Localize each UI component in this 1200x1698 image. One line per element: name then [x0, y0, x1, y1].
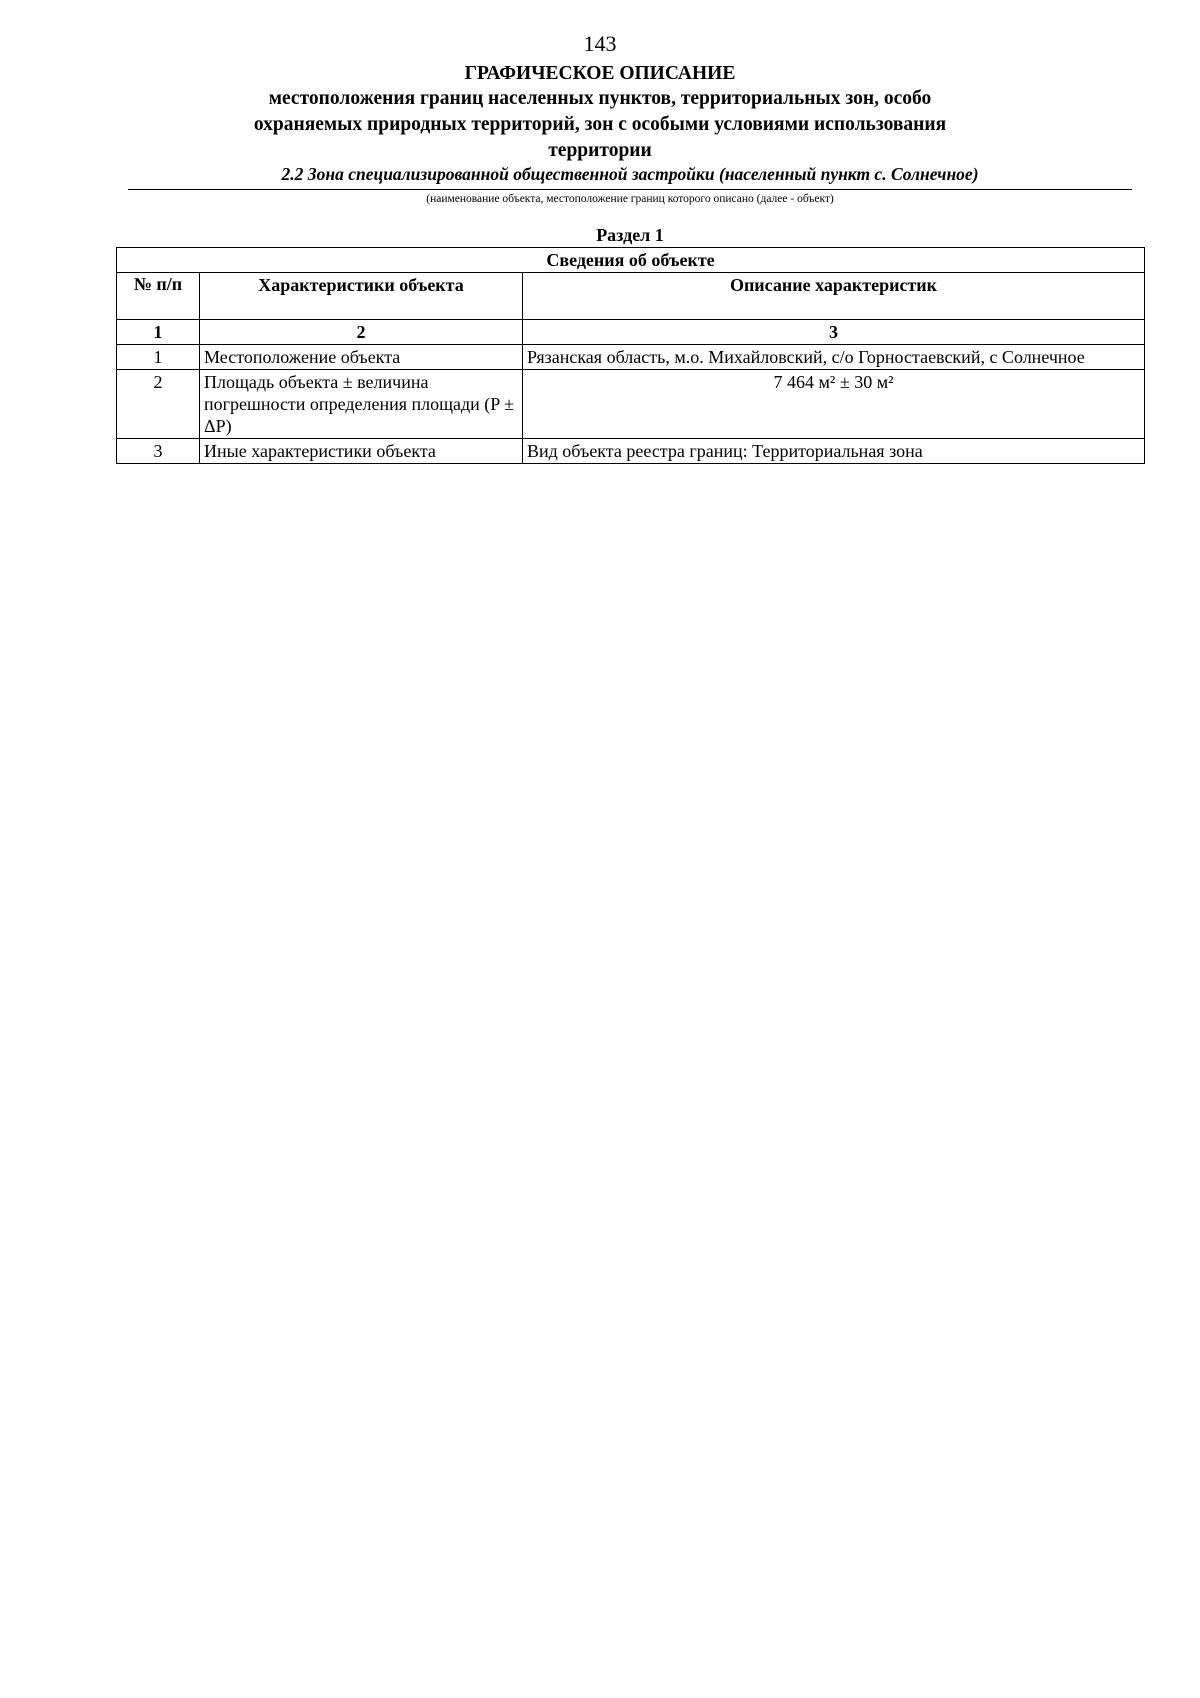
- object-name-underline: [128, 189, 1132, 190]
- object-name: 2.2 Зона специализированной общественной застройки (населенный пункт с. Солнечное): [281, 164, 979, 184]
- row-description: 7 464 м² ± 30 м²: [523, 370, 1145, 439]
- row-characteristic: Площадь объекта ± величина погрешности определения площади (P ± ΔP): [200, 370, 523, 439]
- row-characteristic: Местоположение объекта: [200, 345, 523, 370]
- header-description: Описание характеристик: [523, 273, 1145, 320]
- table-row: [117, 345, 1145, 370]
- object-info-table: [116, 247, 1145, 464]
- document-subtitle: местоположения границ населенных пунктов, территориальных зон, особо охраняемых природных территорий, зон с особыми условиями использования территории: [253, 88, 947, 161]
- row-number: 1: [117, 345, 200, 370]
- row-description: Рязанская область, м.о. Михайловский, с/о Горностаевский, с Солнечное: [523, 345, 1145, 370]
- header-number: № п/п: [117, 273, 200, 320]
- table-caption: Сведения об объекте: [117, 248, 1145, 273]
- column-number: 1: [117, 320, 200, 345]
- header-characteristic: Характеристики объекта: [200, 273, 523, 320]
- column-number: 2: [200, 320, 523, 345]
- table-row: [117, 439, 1145, 464]
- page-number: 143: [583, 31, 617, 56]
- row-description: Вид объекта реестра границ: Территориальная зона: [523, 439, 1145, 464]
- section-title: Раздел 1: [596, 225, 664, 245]
- object-caption: (наименование объекта, местоположение границ которого описано (далее - объект): [426, 193, 834, 205]
- column-number: 3: [523, 320, 1145, 345]
- row-characteristic: Иные характеристики объекта: [200, 439, 523, 464]
- table-header-row: [117, 273, 1145, 320]
- table-caption-row: [117, 248, 1145, 273]
- table-row: [117, 370, 1145, 439]
- row-number: 2: [117, 370, 200, 439]
- document-title: ГРАФИЧЕСКОЕ ОПИСАНИЕ: [464, 63, 736, 84]
- row-number: 3: [117, 439, 200, 464]
- column-number-row: [117, 320, 1145, 345]
